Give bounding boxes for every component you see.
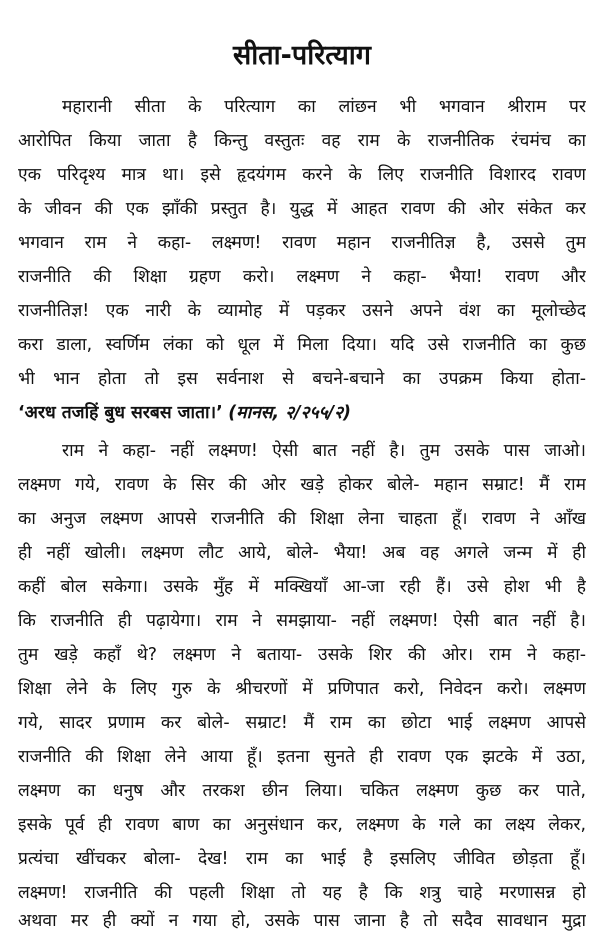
text-line: शिक्षा लेने के लिए गुरु के श्रीचरणों में प्रणिपात करो, निवेदन करो। लक्ष्मण bbox=[18, 679, 586, 699]
page-title: सीता-परित्याग bbox=[233, 40, 371, 71]
quote-line bbox=[18, 396, 586, 430]
text-line: लक्ष्मण गये, रावण के सिर की ओर खड़े होकर बोले- महान सम्राट! मैं राम bbox=[18, 475, 586, 495]
text-line: अथवा मर ही क्यों न गया हो, उसके पास जाना है तो सदैव सावधान मुद्रा bbox=[18, 911, 586, 931]
quotation: ‘अरध तजहिं बुध सरबस जाता।’ bbox=[18, 403, 223, 423]
text-line: राम ने कहा- नहीं लक्ष्मण! ऐसी बात नहीं है। तुम उसके पास जाओ। bbox=[62, 441, 586, 461]
text-line: कि राजनीति ही पढ़ायेगा। राम ने समझाया- नहीं लक्ष्मण! ऐसी बात नहीं है। bbox=[18, 611, 586, 631]
text-line: लक्ष्मण का धनुष और तरकश छीन लिया। चकित लक्ष्मण कुछ कर पाते, bbox=[18, 781, 586, 801]
text-line: राजनीतिज्ञ! एक नारी के व्यामोह में पड़कर उसने अपने वंश का मूलोच्छेद bbox=[18, 301, 586, 321]
citation: (मानस, २/२५५/२) bbox=[228, 403, 352, 423]
text-line: कहीं बोल सकेगा। उसके मुँह में मक्खियाँ आ-जा रही हैं। उसे होश भी है bbox=[18, 577, 586, 597]
text-line: के जीवन की एक झाँकी प्रस्तुत है। युद्ध में आहत रावण की ओर संकेत कर bbox=[18, 199, 586, 219]
text-line: प्रत्यंचा खींचकर बोला- देख! राम का भाई है इसलिए जीवित छोड़ता हूँ। bbox=[18, 849, 586, 869]
text-line: तुम खड़े कहाँ थे? लक्ष्मण ने बताया- उसके शिर की ओर। राम ने कहा- bbox=[18, 645, 586, 665]
text-line: आरोपित किया जाता है किन्तु वस्तुतः वह राम के राजनीतिक रंचमंच का bbox=[18, 131, 586, 151]
text-line: इसके पूर्व ही रावण बाण का अनुसंधान कर, लक्ष्मण के गले का लक्ष्य लेकर, bbox=[18, 815, 586, 835]
text-line: ही नहीं खोली। लक्ष्मण लौट आये, बोले- भैया! अब वह अगले जन्म में ही bbox=[18, 543, 586, 563]
text-line: राजनीति की शिक्षा ग्रहण करो। लक्ष्मण ने कहा- भैया! रावण और bbox=[18, 267, 586, 287]
document-page bbox=[18, 0, 586, 939]
text-line: भी भान होता तो इस सर्वनाश से बचने-बचाने का उपक्रम किया होता- bbox=[18, 369, 586, 389]
text-line: का अनुज लक्ष्मण आपसे राजनीति की शिक्षा लेना चाहता हूँ। रावण ने आँख bbox=[18, 509, 586, 529]
text-line: महारानी सीता के परित्याग का लांछन भी भगवान श्रीराम पर bbox=[62, 97, 586, 117]
text-line: भगवान राम ने कहा- लक्ष्मण! रावण महान राजनीतिज्ञ है, उससे तुम bbox=[18, 233, 586, 253]
text-line: गये, सादर प्रणाम कर बोले- सम्राट! मैं राम का छोटा भाई लक्ष्मण आपसे bbox=[18, 713, 586, 733]
text-line: राजनीति की शिक्षा लेने आया हूँ। इतना सुनते ही रावण एक झटके में उठा, bbox=[18, 747, 586, 767]
text-line: करा डाला, स्वर्णिम लंका को धूल में मिला दिया। यदि उसे राजनीति का कुछ bbox=[18, 335, 586, 355]
text-line: एक परिदृश्य मात्र था। इसे हृदयंगम करने के लिए राजनीति विशारद रावण bbox=[18, 165, 586, 185]
text-line: लक्ष्मण! राजनीति की पहली शिक्षा तो यह है कि शत्रु चाहे मरणासन्न हो bbox=[18, 883, 586, 903]
